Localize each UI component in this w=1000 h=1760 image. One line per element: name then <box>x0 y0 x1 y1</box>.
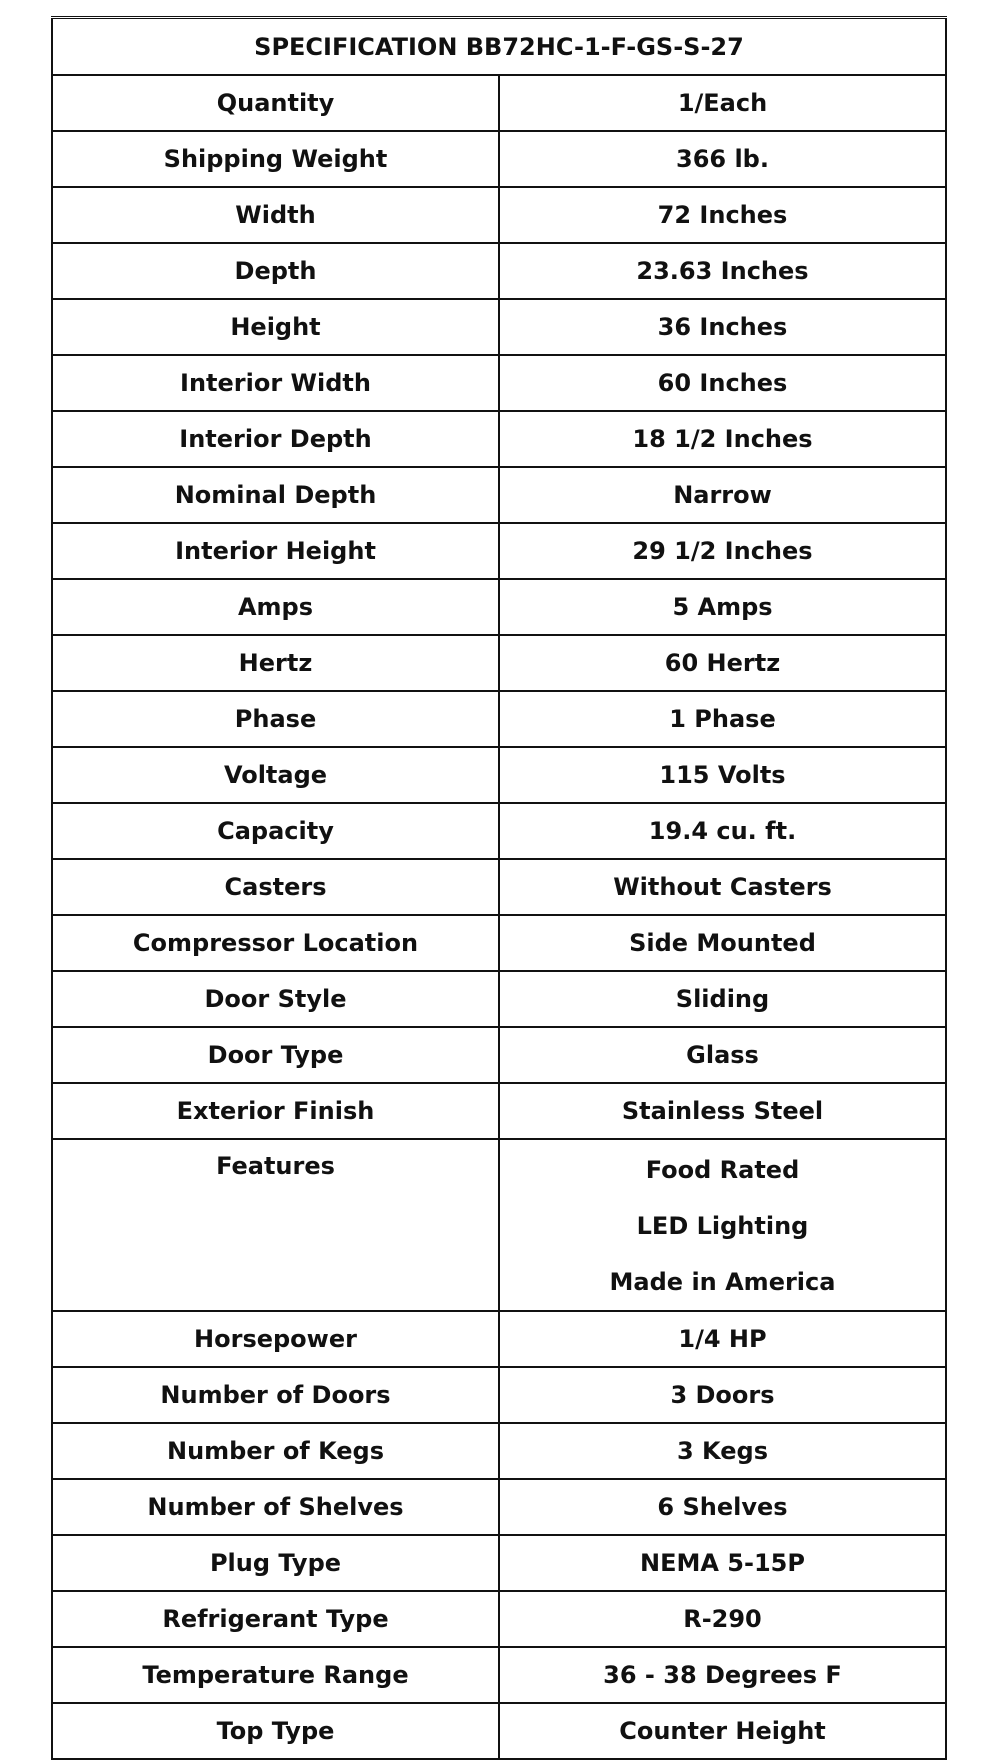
spec-label: Number of Shelves <box>52 1479 499 1535</box>
table-title-row <box>52 18 946 76</box>
spec-value: Stainless Steel <box>499 1083 946 1139</box>
spec-label: Amps <box>52 579 499 635</box>
spec-row-refrigerant-type <box>52 1591 946 1647</box>
spec-label: Horsepower <box>52 1311 499 1367</box>
spec-label: Plug Type <box>52 1535 499 1591</box>
spec-row-plug-type <box>52 1535 946 1591</box>
spec-value: 5 Amps <box>499 579 946 635</box>
spec-row-features <box>52 1139 946 1311</box>
spec-label: Shipping Weight <box>52 131 499 187</box>
spec-row-horsepower <box>52 1311 946 1367</box>
spec-value: Side Mounted <box>499 915 946 971</box>
spec-value: 6 Shelves <box>499 1479 946 1535</box>
spec-label: Compressor Location <box>52 915 499 971</box>
spec-value: NEMA 5-15P <box>499 1535 946 1591</box>
spec-value: Glass <box>499 1027 946 1083</box>
spec-row-compressor-location <box>52 915 946 971</box>
spec-value: 3 Kegs <box>499 1423 946 1479</box>
spec-label: Nominal Depth <box>52 467 499 523</box>
spec-row-casters <box>52 859 946 915</box>
spec-value: 36 Inches <box>499 299 946 355</box>
spec-label: Height <box>52 299 499 355</box>
spec-value: 1 Phase <box>499 691 946 747</box>
spec-row-number-of-kegs <box>52 1423 946 1479</box>
spec-value: 72 Inches <box>499 187 946 243</box>
spec-label: Hertz <box>52 635 499 691</box>
spec-label: Phase <box>52 691 499 747</box>
spec-row-interior-width <box>52 355 946 411</box>
spec-value: 19.4 cu. ft. <box>499 803 946 859</box>
spec-row-number-of-doors <box>52 1367 946 1423</box>
features-label: Features <box>216 1152 335 1180</box>
spec-label: Temperature Range <box>52 1647 499 1703</box>
spec-value: 115 Volts <box>499 747 946 803</box>
spec-value: 60 Hertz <box>499 635 946 691</box>
spec-label: Number of Kegs <box>52 1423 499 1479</box>
feature-item: LED Lighting <box>636 1212 809 1240</box>
spec-row-door-style <box>52 971 946 1027</box>
spec-label: Top Type <box>52 1703 499 1759</box>
spec-value: Sliding <box>499 971 946 1027</box>
spec-row-quantity <box>52 75 946 131</box>
spec-value: R-290 <box>499 1591 946 1647</box>
spec-row-capacity <box>52 803 946 859</box>
spec-label: Interior Width <box>52 355 499 411</box>
spec-value: 60 Inches <box>499 355 946 411</box>
spec-row-phase <box>52 691 946 747</box>
spec-value: 18 1/2 Inches <box>499 411 946 467</box>
spec-value <box>499 1139 946 1311</box>
spec-row-door-type <box>52 1027 946 1083</box>
spec-value: 366 lb. <box>499 131 946 187</box>
spec-row-voltage <box>52 747 946 803</box>
specification-table <box>51 16 947 1760</box>
spec-label: Voltage <box>52 747 499 803</box>
spec-label: Interior Depth <box>52 411 499 467</box>
spec-row-top-type <box>52 1703 946 1759</box>
spec-label: Door Type <box>52 1027 499 1083</box>
spec-value: 1/4 HP <box>499 1311 946 1367</box>
spec-row-exterior-finish <box>52 1083 946 1139</box>
spec-row-shipping-weight <box>52 131 946 187</box>
spec-row-interior-depth <box>52 411 946 467</box>
table-title: SPECIFICATION BB72HC-1-F-GS-S-27 <box>52 18 946 76</box>
spec-row-height <box>52 299 946 355</box>
spec-row-nominal-depth <box>52 467 946 523</box>
feature-item: Made in America <box>609 1268 836 1296</box>
spec-label: Refrigerant Type <box>52 1591 499 1647</box>
feature-item: Food Rated <box>645 1156 800 1184</box>
spec-row-amps <box>52 579 946 635</box>
spec-value: 3 Doors <box>499 1367 946 1423</box>
spec-row-number-of-shelves <box>52 1479 946 1535</box>
spec-row-depth <box>52 243 946 299</box>
spec-row-temperature-range <box>52 1647 946 1703</box>
spec-label: Capacity <box>52 803 499 859</box>
spec-value: 29 1/2 Inches <box>499 523 946 579</box>
spec-label <box>52 1139 499 1311</box>
spec-value: 1/Each <box>499 75 946 131</box>
spec-label: Quantity <box>52 75 499 131</box>
spec-value: 36 - 38 Degrees F <box>499 1647 946 1703</box>
spec-value: Without Casters <box>499 859 946 915</box>
spec-value: Counter Height <box>499 1703 946 1759</box>
spec-label: Depth <box>52 243 499 299</box>
spec-row-hertz <box>52 635 946 691</box>
spec-label: Interior Height <box>52 523 499 579</box>
spec-value: Narrow <box>499 467 946 523</box>
spec-row-interior-height <box>52 523 946 579</box>
spec-label: Width <box>52 187 499 243</box>
spec-value: 23.63 Inches <box>499 243 946 299</box>
spec-row-width <box>52 187 946 243</box>
spec-label: Number of Doors <box>52 1367 499 1423</box>
spec-label: Exterior Finish <box>52 1083 499 1139</box>
spec-label: Casters <box>52 859 499 915</box>
spec-label: Door Style <box>52 971 499 1027</box>
